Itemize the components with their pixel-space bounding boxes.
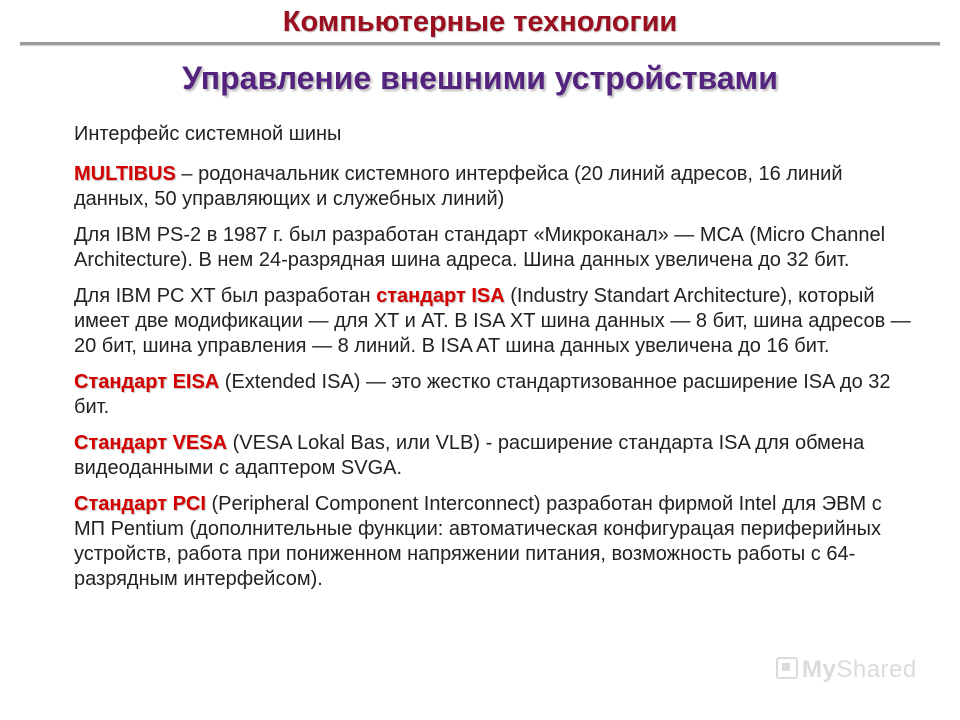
watermark-brand-shared: Shared (836, 656, 917, 683)
paragraph-text: (Industry Standart Architecture), который имеет две модификации — для XT и AT. В ISA XT шина данных — 8 бит, шина адресов — 20 бит, шина управления — 8 линий. В ISA AT шина данных увеличена до 16 бит. (74, 285, 911, 357)
paragraph-text: Для IBM PS-2 в 1987 г. был разработан стандарт «Микроканал» — МСА (Micro Channel Architecture). В нем 24-разрядная шина адреса. Шина данных увеличена до 32 бит. (74, 224, 886, 271)
paragraph-vesa (74, 431, 914, 481)
highlight-term: стандарт ISA (376, 285, 505, 307)
paragraph-pci (74, 492, 914, 592)
header-divider (20, 42, 940, 45)
highlight-term: Стандарт PCI (74, 493, 206, 515)
highlight-term: Стандарт EISA (74, 371, 220, 393)
highlight-term: MULTIBUS (74, 163, 176, 185)
watermark-brand-my: My (802, 656, 837, 683)
header-title: Компьютерные технологии (282, 6, 678, 38)
intro-text: Интерфейс системной шины (74, 123, 342, 145)
paragraph-text: (VESA Lokal Bas, или VLB) - расширение стандарта ISA для обмена видеоданными с адаптером SVGA. (74, 432, 865, 479)
paragraph-text: (Peripheral Component Interconnect) разработан фирмой Intel для ЭВМ с МП Pentium (дополнительные функции: автоматическая конфигурацая периферийных устройств, работа при пониженном напряжении питания, возможность работы с 64-разрядным интерфейсом). (74, 493, 882, 590)
highlight-term: Стандарт VESA (74, 432, 228, 454)
paragraph-text: Для IBM PC XT был разработан (74, 285, 377, 307)
paragraph-text: – родоначальник системного интерфейса (20 линий адресов, 16 линий данных, 50 управляющих и служебных линий) (74, 163, 843, 210)
paragraph-eisa (74, 370, 914, 420)
paragraph-isa (74, 284, 914, 359)
paragraph-multibus (74, 162, 914, 212)
paragraph-mca (74, 223, 914, 273)
paragraph-text: (Extended ISA) — это жестко стандартизованное расширение ISA до 32 бит. (74, 371, 891, 418)
slide-content (74, 122, 914, 603)
watermark (776, 656, 917, 684)
slide-title: Управление внешними устройствами (182, 60, 778, 96)
myshared-logo-icon (776, 657, 798, 679)
